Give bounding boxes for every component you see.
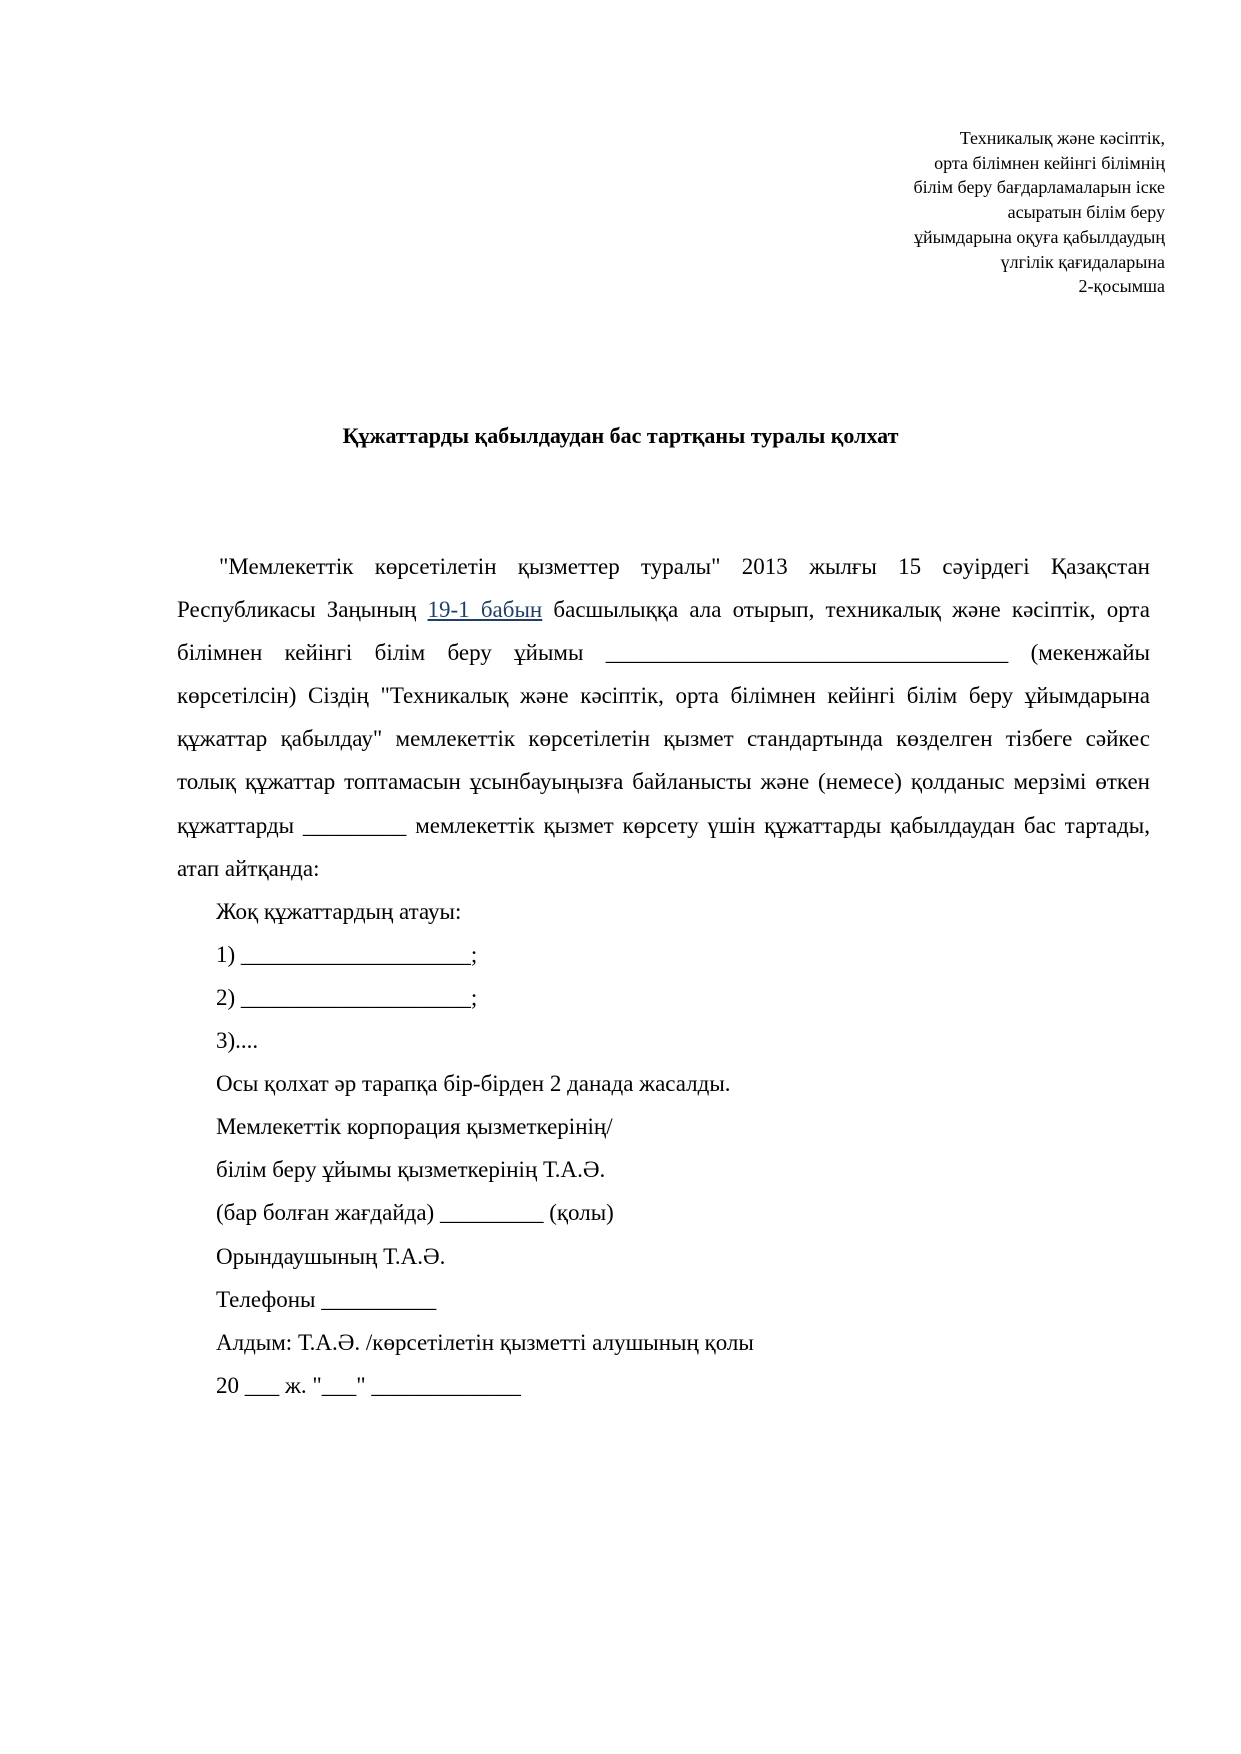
document-body [177,545,1150,1407]
copies-note: Осы қолхат әр тарапқа бір-бірден 2 данада жасалды. [216,1071,731,1097]
missing-document-1: 1) ____________________; [216,941,478,967]
missing-document-3: 3).... [216,1028,259,1054]
date-line: 20 ___ ж. "___" _____________ [216,1372,521,1398]
paragraph-text-end: басшылыққа ала отырып, техникалық және кәсіптік, орта білімнен кейінгі білім беру ұйымы ___________________________________ (мекенжайы көрсетілсін) Сіздің "Техникалық және кәсіптік, орта білімнен кейінгі білім беру ұйымдарына құжаттар қабылдау" мемлекеттік көрсетілетін қызмет стандартында көзделген тізбеге сәйкес толық құжаттар топтамасын ұсынбауыңызға байланысты және (немесе) қолданыс мерзімі өткен құжаттарды _________ мемлекеттік қызмет көрсету үшін құжаттарды қабылдаудан бас тартады, атап айтқанда: [177,597,1150,881]
employee-line-2: білім беру ұйымы қызметкерінің Т.А.Ә. [216,1157,606,1183]
paragraph-text-start: "Мемлекеттік көрсетілетін қызметтер туралы" 2013 жылғы 15 сәуірдегі Қазақстан Республикасы Заңының [177,554,1150,623]
phone-line: Телефоны __________ [216,1286,437,1312]
executor-line: Орындаушының Т.А.Ә. [216,1243,446,1269]
missing-document-2: 2) ____________________; [216,984,478,1010]
employee-line-1: Мемлекеттік корпорация қызметкерінің/ [216,1114,613,1140]
header-line: орта білімнен кейінгі білімнің [934,152,1165,173]
header-line: үлгілік қағидаларына [1000,251,1165,272]
header-line: асыратын білім беру [1007,202,1165,223]
header-line: ұйымдарына оқуға қабылдаудың [913,226,1165,247]
law-article-link[interactable]: 19-1 бабын [427,597,543,623]
received-line: Алдым: Т.А.Ә. /көрсетілетін қызметті алушының қолы [216,1329,754,1355]
appendix-number: 2-қосымша [1078,276,1165,297]
main-paragraph [177,545,1150,890]
missing-documents-label: Жоқ құжаттардың атауы: [216,898,462,924]
signature-line: (бар болған жағдайда) _________ (қолы) [216,1200,614,1226]
header-line: Техникалық және кәсіптік, [959,128,1165,148]
appendix-header [913,126,1165,299]
document-title: Құжаттарды қабылдаудан бас тартқаны туралы қолхат [342,423,899,448]
header-line: білім беру бағдарламаларын іске [913,177,1165,198]
